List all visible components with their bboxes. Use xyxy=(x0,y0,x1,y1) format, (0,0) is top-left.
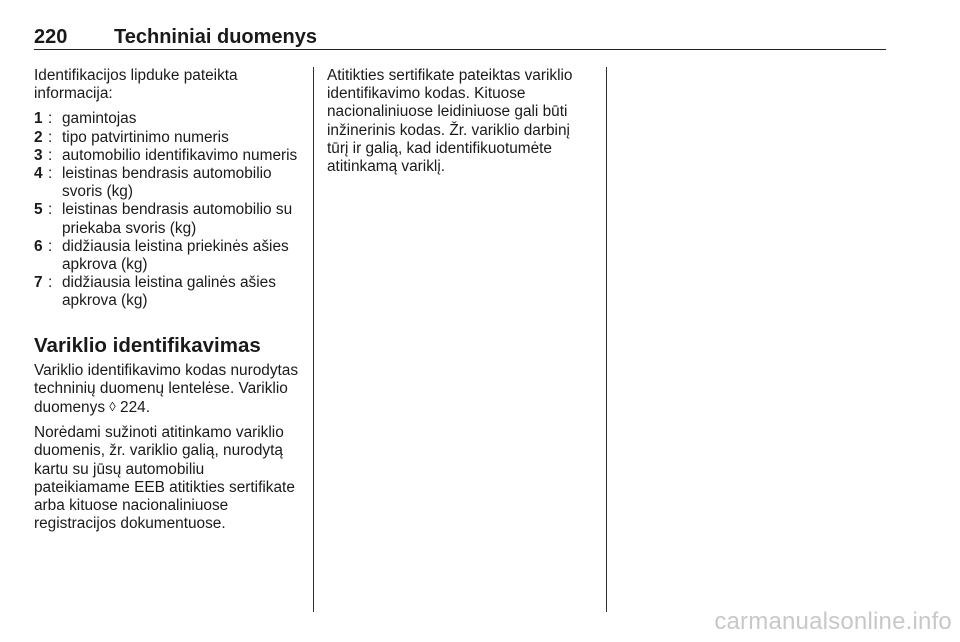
page-title: Techniniai duomenys xyxy=(114,26,317,48)
middle-column xyxy=(327,67,595,183)
list-item xyxy=(34,165,302,201)
item-text: leistinas bendrasis automobilio svoris (kg) xyxy=(62,165,272,201)
list-item xyxy=(34,129,302,147)
watermark: carmanualsonline.info xyxy=(714,608,952,635)
list-item xyxy=(34,110,302,128)
column-divider xyxy=(606,67,607,612)
item-number: 6 xyxy=(34,237,43,255)
left-column xyxy=(34,67,302,540)
list-item xyxy=(34,201,302,237)
item-number: 2 xyxy=(34,128,43,146)
item-number: 4 xyxy=(34,165,43,183)
list-item xyxy=(34,238,302,274)
engine-data-paragraph: Norėdami sužinoti atitinkamo variklio duomenis, žr. variklio galią, nurodytą kartu su jūsų automobiliu pateikiamame EEB atitikties sertifikate arba kituose nacionaliniuose registracijos dokumentuose. xyxy=(34,424,295,533)
section-heading: Variklio identifikavimas xyxy=(34,333,261,357)
engine-id-paragraph xyxy=(34,362,302,418)
item-number: 1 xyxy=(34,110,43,128)
item-colon: : xyxy=(48,165,53,183)
item-number: 3 xyxy=(34,146,43,164)
list-item xyxy=(34,147,302,165)
item-colon: : xyxy=(48,237,53,255)
item-text: gamintojas xyxy=(62,110,137,128)
item-number: 5 xyxy=(34,201,43,219)
item-text: leistinas bendrasis automobilio su priekaba svoris (kg) xyxy=(62,201,293,237)
column-divider xyxy=(313,67,314,612)
item-colon: : xyxy=(48,110,53,128)
item-text: tipo patvirtinimo numeris xyxy=(62,128,229,146)
page-reference-link[interactable]: 224. xyxy=(120,399,150,417)
item-number: 7 xyxy=(34,274,43,292)
paragraph-text: Variklio identifikavimo kodas nurodytas techninių duomenų lentelėse. Variklio duomenys xyxy=(34,361,299,417)
page-reference-arrow-icon: ◊ xyxy=(109,399,116,415)
item-colon: : xyxy=(48,128,53,146)
label-info-list xyxy=(34,110,302,310)
certificate-paragraph: Atitikties sertifikate pateiktas variklio identifikavimo kodas. Kituose nacionaliniuose leidiniuose gali būti inžinerinis kodas. Žr. variklio darbinį tūrį ir galią, kad identifikuotumėte atitinkamą variklį. xyxy=(327,67,573,176)
item-colon: : xyxy=(48,201,53,219)
item-colon: : xyxy=(48,274,53,292)
item-colon: : xyxy=(48,146,53,164)
item-text: didžiausia leistina galinės ašies apkrova (kg) xyxy=(62,274,276,310)
item-text: automobilio identifikavimo numeris xyxy=(62,146,298,164)
intro-paragraph: Identifikacijos lipduke pateikta informacija: xyxy=(34,67,238,103)
list-item xyxy=(34,274,302,310)
page-number: 220 xyxy=(34,26,68,48)
item-text: didžiausia leistina priekinės ašies apkrova (kg) xyxy=(62,237,289,274)
page-header xyxy=(34,25,886,50)
